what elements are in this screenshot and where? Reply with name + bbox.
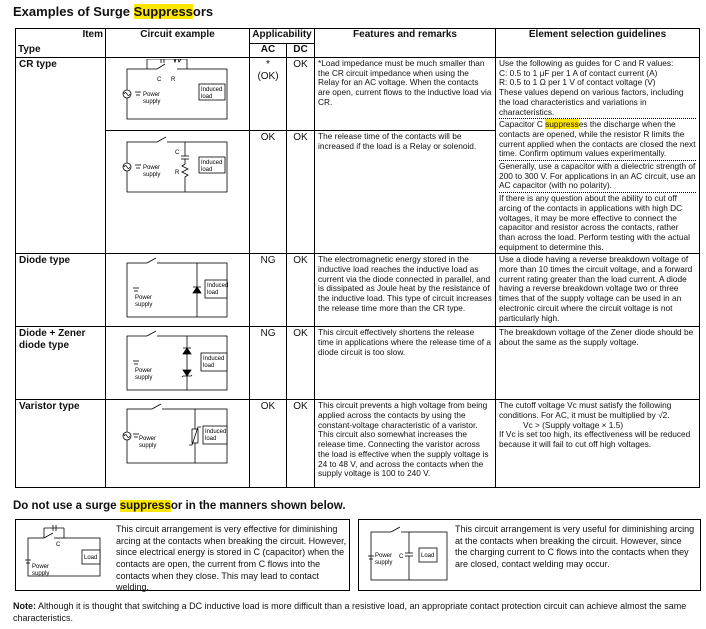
svg-text:C: C (156, 77, 161, 83)
header-applicability: Applicability (250, 29, 315, 44)
section-heading-do-not-use: Do not use a surge suppressor in the manners shown below. (13, 500, 346, 512)
bad-circuit-right-diagram (363, 524, 453, 586)
header-type: Type (16, 44, 106, 58)
svg-text:Induced: Induced (200, 87, 222, 93)
cr-dc-2: OK (287, 131, 315, 254)
cr-el-6: Generally, use a capacitor with a dielectric strength of 200 to 300 V. For applications in an AC circuit, use an AC capacitor (with no polarity). (499, 161, 696, 191)
note-label: Note: (13, 601, 36, 611)
cr-circuit-diagram-1 (117, 59, 239, 129)
circuit-diode (106, 254, 250, 327)
svg-text:Power: Power (375, 553, 393, 559)
note-text: Although it is thought that switching a DC inductive load is more difficult than a resistive load, an appropriate contact protection circuit can achieve almost the same characteristics. (13, 601, 687, 623)
cr-features-1: *Load impedance must be much smaller than the CR circuit impedance when using the Relay for an AC voltage. When the contacts are open, current flows to the inductive load via CR. (315, 58, 496, 131)
svg-text:Induced: Induced (206, 283, 228, 290)
header-dc: DC (287, 44, 315, 58)
circuit-zener (106, 327, 250, 400)
svg-text:supply: supply (138, 443, 156, 450)
cr-circuit-diagram-2 (117, 132, 239, 202)
varistor-el-3: If Vc is set too high, its effectiveness will be reduced because it will fail to cut off high voltages. (499, 429, 691, 450)
cr-element-guidelines (496, 58, 700, 254)
type-varistor: Varistor type (16, 400, 106, 488)
svg-text:Induced: Induced (202, 356, 224, 363)
type-zener: Diode + Zener diode type (16, 327, 106, 400)
zener-features: This circuit effectively shortens the release time in applications where the release time of a diode circuit is too slow. (315, 327, 496, 400)
diode-features: The electromagnetic energy stored in the inductive load reaches the inductive load as current via the diode connected in parallel, and is dissipated as Joule heat by the resistance of the inductive load. This type of circuit increases the release time more than the CR type. (315, 254, 496, 327)
header-item: Item (16, 29, 106, 44)
cr-el-5: Capacitor C suppresses the discharge when the contacts are opened, while the resistor R limits the current applied when the contacts are closed the next time. Confirm optimum values experimentally. (499, 119, 696, 159)
cr-ac-1: * (OK) (250, 58, 287, 131)
diode-element: Use a diode having a reverse breakdown voltage of more than 10 times the circuit voltage, and a forward current rating greater than the load current. A diode having a reverse breakdown voltage two or three times that of the supply voltage can be used in an electronic circuit where the circuit voltage is not particularly high. (496, 254, 700, 327)
header-ac: AC (250, 44, 287, 58)
cr-ac-2: OK (250, 131, 287, 254)
cr-el-7: If there is any question about the ability to cut off arcing of the contacts in applications with high DC voltages, it may be more effective to connect the capacitor and resistor across the contacts, rather than across the load. Perform testing with the actual equipment to determine this. (499, 192, 696, 252)
zener-dc: OK (287, 327, 315, 400)
circuit-cr-parallel-contacts (106, 58, 250, 131)
svg-text:C: C (174, 150, 179, 157)
type-cr: CR type (16, 58, 106, 254)
zener-circuit-diagram (117, 328, 239, 398)
varistor-circuit-diagram (117, 401, 239, 471)
svg-text:supply: supply (134, 375, 152, 382)
svg-text:supply: supply (32, 571, 50, 577)
bad-example-right (358, 519, 701, 591)
svg-text:load: load (202, 363, 214, 370)
cr-dc-1: OK (287, 58, 315, 131)
svg-text:supply: supply (142, 172, 160, 179)
cr-el-3: R: 0.5 to 1 Ω per 1 V of contact voltage (V) (499, 77, 656, 88)
bad-circuit-left-diagram (20, 524, 110, 586)
varistor-el-1: The cutoff voltage Vc must satisfy the following conditions. For AC, it must be multiplied by √2. (499, 400, 672, 421)
circuit-varistor (106, 400, 250, 488)
svg-text:R: R (170, 77, 175, 83)
type-diode: Diode type (16, 254, 106, 327)
header-features: Features and remarks (315, 29, 496, 58)
svg-text:Power: Power (134, 295, 152, 302)
diode-dc: OK (287, 254, 315, 327)
circuit-cr-parallel-load (106, 131, 250, 254)
svg-text:supply: supply (142, 99, 160, 105)
varistor-features: This circuit prevents a high voltage from being applied across the contacts by using the constant-voltage characteristic of a varistor. This circuit also somewhat increases the release time. Connecting the varistor across the load is effective when the supply voltage is 24 to 48 V, and across the contacts when the supply voltage is 100 to 240 V. (315, 400, 496, 488)
svg-text:Power: Power (142, 165, 160, 172)
svg-text:Induced: Induced (200, 160, 222, 167)
svg-text:Power: Power (134, 368, 152, 375)
cr-features-2: The release time of the contacts will be increased if the load is a Relay or solenoid. (315, 131, 496, 254)
diode-circuit-diagram (117, 255, 239, 325)
svg-text:Load: Load (84, 555, 98, 561)
varistor-el-2: Vc > (Supply voltage × 1.5) (523, 419, 624, 430)
varistor-ac: OK (250, 400, 287, 488)
page-title: Examples of Surge Suppressors (13, 4, 214, 19)
varistor-dc: OK (287, 400, 315, 488)
bad-left-text: This circuit arrangement is very effective for diminishing arcing at the contacts when breaking the circuit. However, since electrical energy is stored in C (capacitor) when the contacts are open, the current from C flows into the contacts when they close. This may lead to contact welding. (116, 524, 347, 593)
svg-text:supply: supply (375, 560, 393, 566)
cr-el-2: C: 0.5 to 1 μF per 1 A of contact current (A) (499, 67, 658, 78)
header-element: Element selection guidelines (496, 29, 700, 58)
svg-text:supply: supply (134, 302, 152, 309)
svg-text:Power: Power (138, 436, 156, 443)
svg-text:load: load (200, 167, 212, 174)
bad-right-text: This circuit arrangement is very useful for diminishing arcing at the contacts when breaking the circuit. However, since the charging current to C flows into the contacts when they are closed, contact welding may occur. (455, 524, 695, 570)
varistor-element (496, 400, 700, 488)
svg-text:C: C (399, 554, 404, 560)
svg-text:Power: Power (142, 92, 160, 98)
svg-text:load: load (206, 290, 218, 297)
footnote (13, 601, 703, 624)
svg-text:Power: Power (32, 564, 50, 570)
svg-text:load: load (200, 94, 212, 100)
header-circuit: Circuit example (106, 29, 250, 58)
svg-text:Induced: Induced (204, 429, 226, 436)
diode-ac: NG (250, 254, 287, 327)
cr-el-4: These values depend on various factors, including the load characteristics and variations in characteristics. (499, 87, 684, 117)
bad-example-left (15, 519, 350, 591)
svg-text:Load: Load (421, 553, 435, 559)
surge-suppressor-table (15, 28, 700, 488)
cr-el-1: Use the following as guides for C and R values: (499, 58, 674, 68)
zener-element: The breakdown voltage of the Zener diode should be about the same as the supply voltage. (496, 327, 700, 400)
svg-text:load: load (204, 436, 216, 443)
svg-text:R: R (174, 170, 179, 177)
zener-ac: NG (250, 327, 287, 400)
svg-text:C: C (56, 542, 61, 548)
